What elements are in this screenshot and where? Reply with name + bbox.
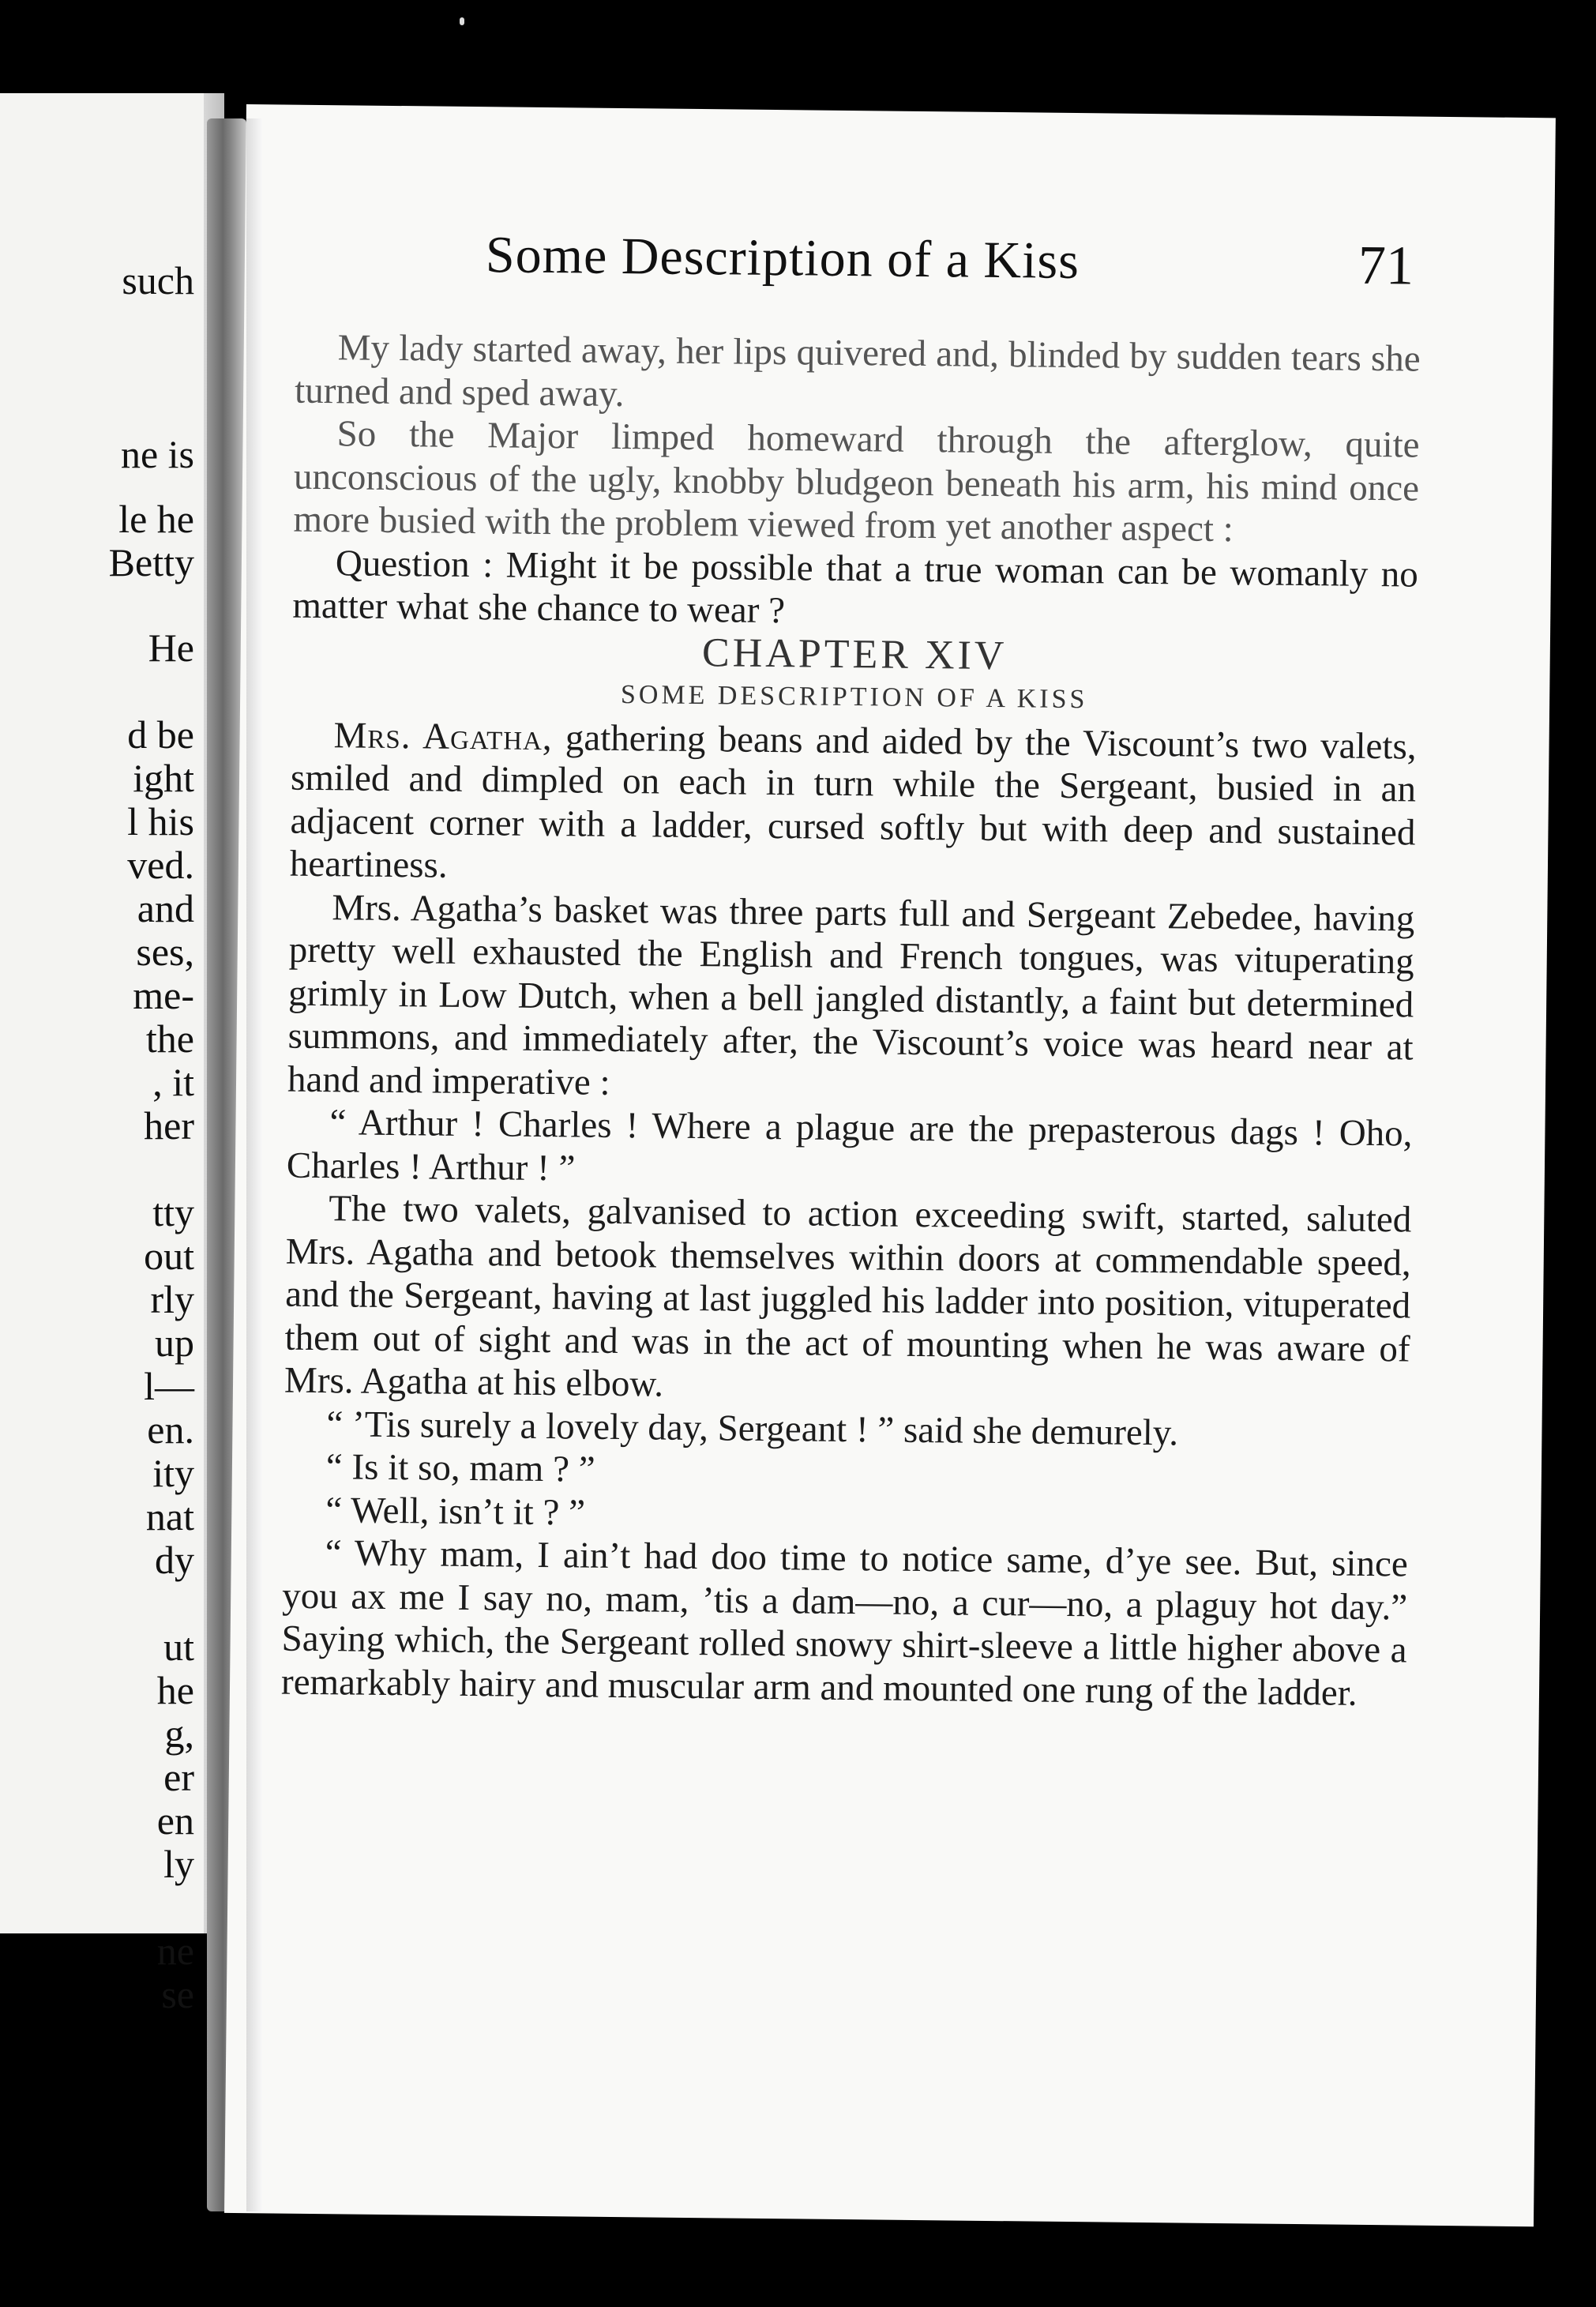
left-page-fragment: l his [127,799,194,844]
left-page-fragment: se [161,1972,194,2016]
paragraph: “ Is it so, mam ? ” [325,1446,595,1490]
left-page-fragment: ity [152,1451,194,1495]
left-page-fragment: the [145,1016,194,1061]
paragraph [290,713,1417,897]
spine-shadow [246,118,262,2211]
left-page-fragment: tty [152,1190,194,1234]
left-page-fragment: en [156,1798,194,1843]
left-page-fragment: he [156,1668,194,1712]
paragraph-text: gathering beans and aided by the Viscount’s two valets, smiled and dimpled on each in turn while the Sergeant, busied in an adjacent corner with a ladder, cursed softly but with deep and sustained heartiness. [289,716,1417,886]
paragraph: “ Arthur ! Charles ! Where a plague are the prepasterous dags ! Oho, Charles ! Arthur ! ” [286,1102,1413,1189]
left-page-fragment: g, [164,1711,194,1756]
left-page-fragment: ly [163,1842,194,1886]
paragraph: Question : Might it be possible that a true woman can be womanly no matter what she chance to wear ? [292,542,1419,632]
left-page-fragment: , it [152,1060,194,1104]
paragraph: “ Why mam, I ain’t had doo time to notice same, d’ye see. But, since you ax me I say no, mam, ’tis a dam—no, a cur—no, a plaguy hot day.” Saying which, the Sergeant rolled snowy shirt-sleeve a little higher above a remarkably hairy and muscular arm and mounted one rung of the ladder. [280,1532,1408,1714]
left-page-fragment: rly [150,1277,194,1321]
chapter-title: CHAPTER XIV [701,629,1008,678]
page-body [281,326,1421,1715]
left-page-fragment: en. [147,1407,194,1452]
left-page-fragment: ses, [136,930,194,974]
left-page-fragment: and [137,886,194,930]
left-page-fragment: up [155,1321,194,1365]
left-page-fragment: er [163,1755,194,1799]
paragraph: “ Well, isn’t it ? ” [325,1489,586,1534]
book-page [224,104,1556,2226]
left-page-fragment: nat [145,1494,194,1539]
left-page-fragment: her [144,1103,194,1148]
left-page-fragment: He [148,626,194,670]
left-page-fragment: le he [118,497,194,541]
left-page-fragment: Betty [108,540,194,584]
paragraph: My lady started away, her lips quivered and, blinded by sudden tears she turned and sped away. [294,327,1421,415]
left-page-fragment: ut [163,1625,194,1669]
left-page-fragment: out [144,1234,194,1278]
left-page-fragment: d be [127,712,194,757]
paragraph: So the Major limped homeward through the afterglow, quite unconscious of the ugly, knobby bludgeon beneath his arm, his mind once more busied with the problem viewed from yet another aspect : [293,413,1420,550]
dust-speck [460,17,464,25]
paragraph: “ ’Tis surely a lovely day, Sergeant ! ” said she demurely. [326,1403,1179,1453]
running-title: Some Description of a Kiss [485,226,1080,291]
left-facing-page [0,93,204,2016]
chapter-subtitle: SOME DESCRIPTION OF A KISS [620,680,1088,715]
left-page-fragment: l— [144,1364,194,1408]
left-page-fragment: dy [155,1538,194,1582]
left-page-fragment: ne [156,1929,194,1973]
left-page-fragment: ved. [127,843,194,887]
paragraph: Mrs. Agatha’s basket was three parts full and Sergeant Zebedee, having pretty well exhausted the English and French tongues, was vituperating grimly in Low Dutch, when a bell jangled distantly, a faint but determined summons, and immediately after, the Viscount’s voice was heard near at hand and imperative : [287,886,1415,1103]
left-page-fragment: ight [133,756,194,800]
page-number: 71 [1358,235,1414,297]
left-page-fragment: ne is [120,432,194,476]
paragraph-lead: Mrs. Agatha, [333,714,553,758]
paragraph: The two valets, galvanised to action exceeding swift, started, saluted Mrs. Agatha and betook themselves within doors at commendable speed, and the Sergeant, having at last juggled his ladder into position, vituperated them out of sight and was in the act of mounting when he was aware of Mrs. Agatha at his elbow. [284,1188,1412,1405]
left-page-fragment: me- [133,973,194,1017]
left-page-fragment: such [122,258,194,302]
